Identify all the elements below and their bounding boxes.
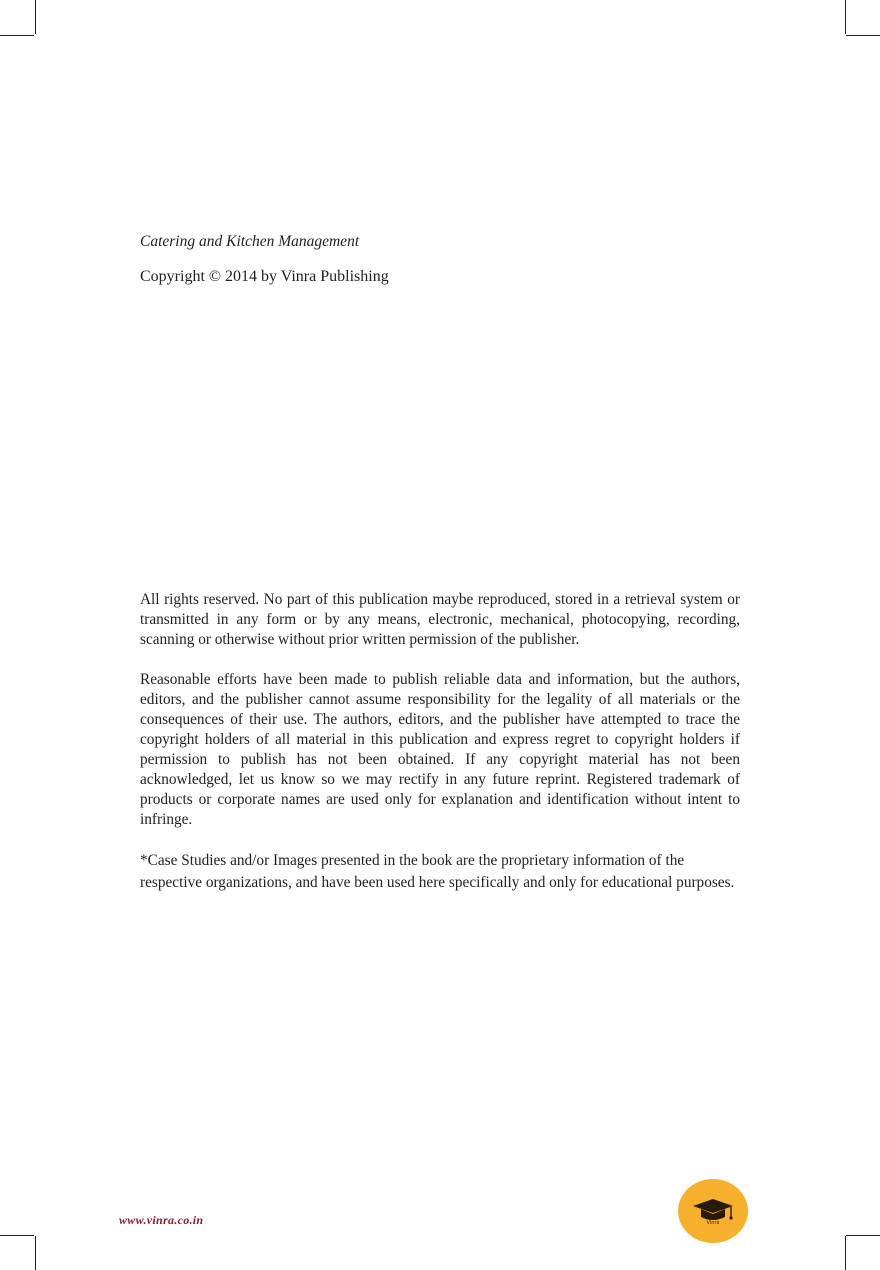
crop-mark-top-left-horizontal — [0, 35, 34, 36]
case-studies-paragraph: *Case Studies and/or Images presented in the book are the proprietary information of the respective organizations, and have been used here specifically and only for educational purposes. — [140, 852, 735, 891]
graduation-cap-icon — [678, 1179, 748, 1243]
publisher-logo — [678, 1179, 748, 1243]
legal-notice — [140, 590, 740, 914]
crop-mark-top-right-vertical — [845, 0, 846, 34]
crop-mark-bottom-right-horizontal — [846, 1235, 880, 1236]
crop-mark-top-left-vertical — [35, 0, 36, 34]
disclaimer-paragraph: Reasonable efforts have been made to publish reliable data and information, but the authors, editors, and the publisher cannot assume responsibility for the legality of all materials or the consequences of their use. The authors, editors, and the publisher have attempted to trace the copyright holders of all material in this publication and express regret to copyright holders if permission to publish has not been obtained. If any copyright material has not been acknowledged, let us know so we may rectify in any future reprint. Registered trademark of products or corporate names are used only for explanation and identification without intent to infringe. — [140, 671, 740, 828]
crop-mark-bottom-right-vertical — [845, 1236, 846, 1270]
crop-mark-bottom-left-horizontal — [0, 1235, 34, 1236]
logo-text: Vinra — [706, 1220, 720, 1226]
crop-mark-top-right-horizontal — [846, 35, 880, 36]
rights-reserved-paragraph: All rights reserved. No part of this publication maybe reproduced, stored in a retrieval system or transmitted in any form or by any means, electronic, mechanical, photocopying, recording, scanning or otherwise without prior written permission of the publisher. — [140, 591, 740, 648]
publisher-url: www.vinra.co.in — [119, 1213, 204, 1227]
book-title: Catering and Kitchen Management — [140, 233, 360, 250]
copyright-notice: Copyright © 2014 by Vinra Publishing — [140, 268, 389, 285]
crop-mark-bottom-left-vertical — [35, 1236, 36, 1270]
